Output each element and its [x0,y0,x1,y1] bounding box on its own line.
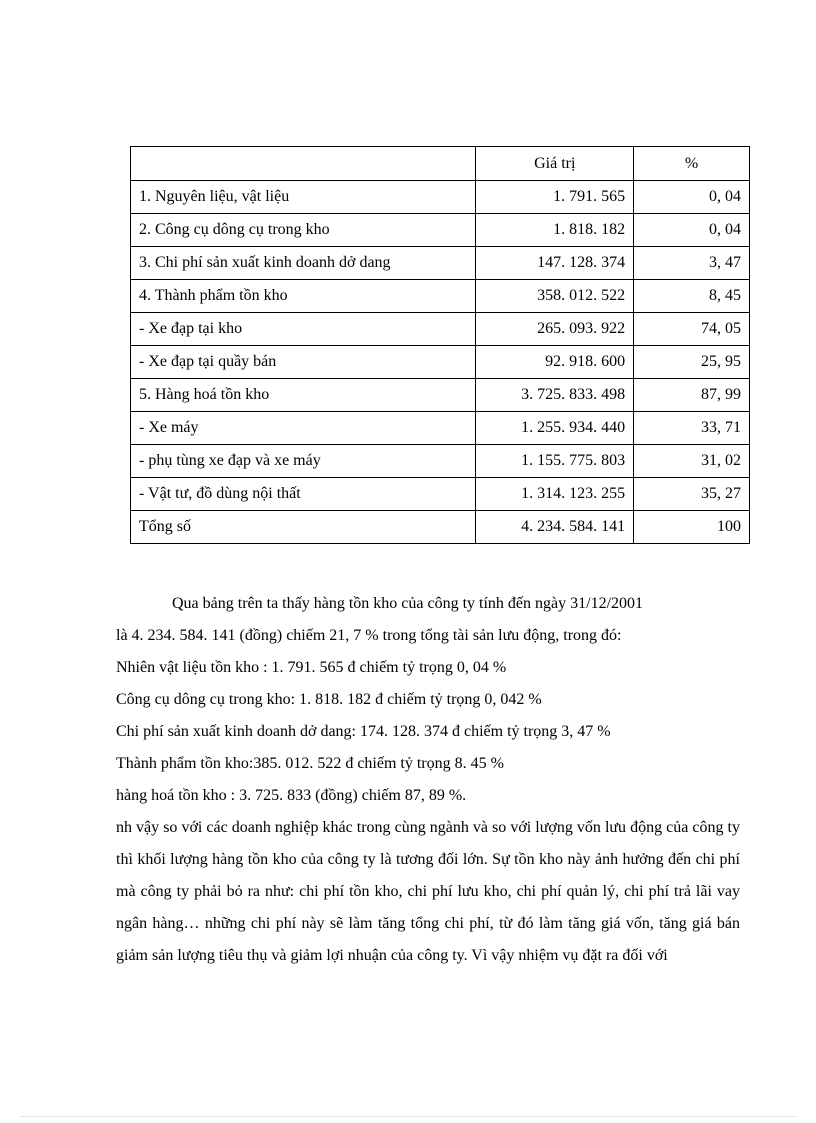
row-percent: 31, 02 [634,445,750,478]
row-value: 1. 255. 934. 440 [476,412,634,445]
row-label: 5. Hàng hoá tồn kho [131,379,476,412]
page-bottom-divider [20,1116,796,1117]
paragraph-total: là 4. 234. 584. 141 (đồng) chiếm 21, 7 % trong tổng tài sản lưu động, trong đó: [116,627,622,644]
total-value: 4. 234. 584. 141 [476,511,634,544]
row-value: 3. 725. 833. 498 [476,379,634,412]
table-total-row [131,511,750,544]
row-percent: 3, 47 [634,247,750,280]
paragraph-materials: Nhiên vật liệu tồn kho : 1. 791. 565 đ chiếm tỷ trọng 0, 04 % [116,659,507,676]
row-percent: 25, 95 [634,346,750,379]
row-label: - Xe đạp tại kho [131,313,476,346]
row-percent: 8, 45 [634,280,750,313]
row-label: 4. Thành phẩm tồn kho [131,280,476,313]
row-percent: 33, 71 [634,412,750,445]
paragraph-intro: Qua bảng trên ta thấy hàng tồn kho của công ty tính đến ngày 31/12/2001 [172,595,644,612]
table-row [131,181,750,214]
total-percent: 100 [634,511,750,544]
row-label: 2. Công cụ dông cụ trong kho [131,214,476,247]
table-row [131,214,750,247]
row-percent: 35, 27 [634,478,750,511]
row-value: 147. 128. 374 [476,247,634,280]
row-label: - Vật tư, đồ dùng nội thất [131,478,476,511]
row-percent: 0, 04 [634,181,750,214]
row-label: - Xe đạp tại quầy bán [131,346,476,379]
row-value: 358. 012. 522 [476,280,634,313]
row-value: 265. 093. 922 [476,313,634,346]
row-percent: 74, 05 [634,313,750,346]
row-value: 1. 818. 182 [476,214,634,247]
table-row [131,379,750,412]
paragraph-merchandise: hàng hoá tồn kho : 3. 725. 833 (đồng) chiếm 87, 89 %. [116,787,467,804]
table-row [131,247,750,280]
row-percent: 87, 99 [634,379,750,412]
paragraph-tools: Công cụ dông cụ trong kho: 1. 818. 182 đ chiếm tỷ trọng 0, 042 % [116,691,542,708]
row-value: 1. 791. 565 [476,181,634,214]
table-row [131,412,750,445]
row-label: - Xe máy [131,412,476,445]
row-label: 3. Chi phí sản xuất kinh doanh dở dang [131,247,476,280]
header-cell-item [131,147,476,181]
paragraph-conclusion: nh vậy so với các doanh nghiệp khác trong cùng ngành và so với lượng vốn lưu động của công ty thì khối lượng hàng tồn kho của công ty là tương đối lớn. Sự tồn kho này ảnh hưởng đến chi phí mà công ty phải bỏ ra như: chi phí tồn kho, chi phí lưu kho, chi phí quản lý, chi phí trả lãi vay ngân hàng… những chi phí này sẽ làm tăng tổng chi phí, từ đó làm tăng giá vốn, tăng giá bán giảm sản lượng tiêu thụ và giảm lợi nhuận của công ty. Vì vậy nhiệm vụ đặt ra đối với [116,819,740,964]
row-label: - phụ tùng xe đạp và xe máy [131,445,476,478]
row-value: 92. 918. 600 [476,346,634,379]
table-row [131,445,750,478]
header-cell-percent: % [634,147,750,181]
table-row [131,346,750,379]
paragraph-finished-goods: Thành phẩm tồn kho:385. 012. 522 đ chiếm tỷ trọng 8. 45 % [116,755,504,772]
table-row [131,313,750,346]
inventory-table [130,146,750,544]
row-value: 1. 155. 775. 803 [476,445,634,478]
row-label: 1. Nguyên liệu, vật liệu [131,181,476,214]
table-header-row [131,147,750,181]
table-row [131,280,750,313]
table-row [131,478,750,511]
row-value: 1. 314. 123. 255 [476,478,634,511]
body-text [116,588,740,972]
header-cell-value: Giá trị [476,147,634,181]
total-label: Tổng số [131,511,476,544]
paragraph-wip: Chi phí sản xuất kinh doanh dở dang: 174. 128. 374 đ chiếm tỷ trọng 3, 47 % [116,723,611,740]
row-percent: 0, 04 [634,214,750,247]
